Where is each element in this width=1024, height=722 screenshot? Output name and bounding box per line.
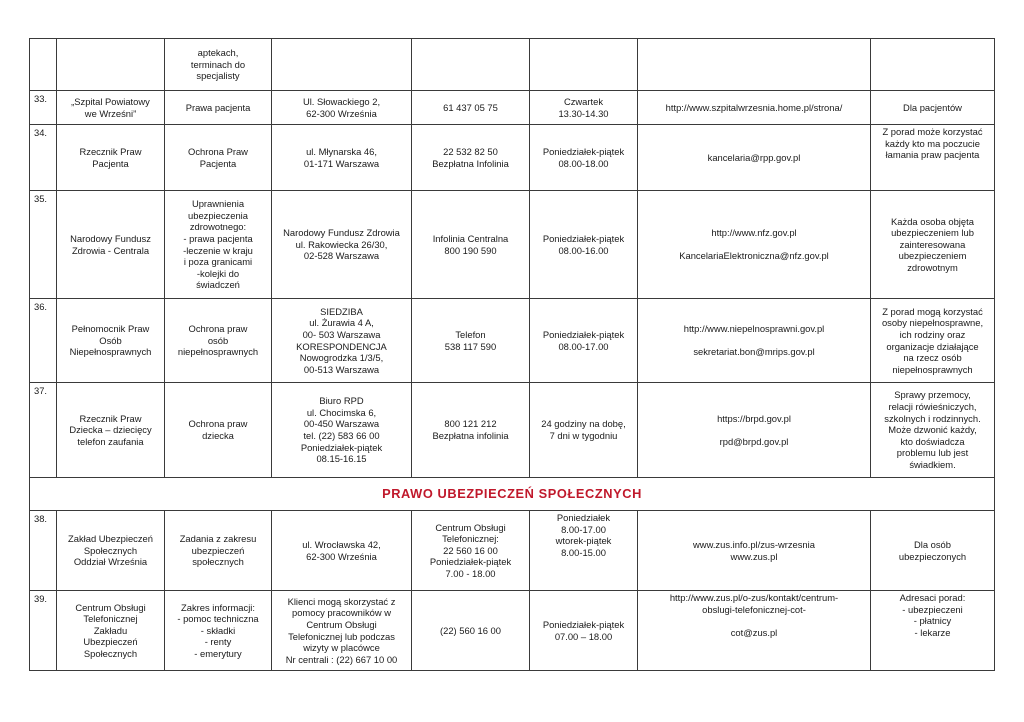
hours-cell: Poniedziałek-piątek 08.00-16.00	[530, 191, 638, 299]
audience-cell: Dla osób ubezpieczonych	[871, 511, 995, 591]
contact-cell[interactable]: http://www.niepelnosprawni.gov.pl sekretariat.bon@mrips.gov.pl	[638, 299, 871, 383]
contact-cell[interactable]: https://brpd.gov.pl rpd@brpd.gov.pl	[638, 383, 871, 478]
institution-cell: „Szpital Powiatowy we Wrześni”	[57, 91, 165, 125]
phone-cell: 22 532 82 50 Bezpłatna Infolinia	[412, 125, 530, 191]
table-row	[30, 511, 995, 591]
phone-cell: Telefon 538 117 590	[412, 299, 530, 383]
row-number-cell: 33.	[30, 91, 57, 125]
phone-cell	[412, 39, 530, 91]
institutions-table	[29, 38, 995, 671]
section-header-row	[30, 478, 995, 511]
address-cell: Ul. Słowackiego 2, 62-300 Września	[272, 91, 412, 125]
row-number-cell: 39.	[30, 591, 57, 671]
table-body	[30, 39, 995, 671]
scope-cell: Ochrona Praw Pacjenta	[165, 125, 272, 191]
table-row	[30, 591, 995, 671]
phone-cell: Centrum Obsługi Telefonicznej: 22 560 16 00 Poniedziałek-piątek 7.00 - 18.00	[412, 511, 530, 591]
contact-cell[interactable]: www.zus.info.pl/zus-wrzesnia www.zus.pl	[638, 511, 871, 591]
table-row	[30, 91, 995, 125]
hours-cell: Poniedziałek-piątek 07.00 – 18.00	[530, 591, 638, 671]
phone-cell: Infolinia Centralna 800 190 590	[412, 191, 530, 299]
hours-cell: 24 godziny na dobę, 7 dni w tygodniu	[530, 383, 638, 478]
hours-cell: Poniedziałek 8.00-17.00 wtorek-piątek 8.00-15.00	[530, 511, 638, 591]
row-number-cell: 36.	[30, 299, 57, 383]
row-number-cell: 37.	[30, 383, 57, 478]
audience-cell: Adresaci porad: - ubezpieczeni - płatnicy - lekarze	[871, 591, 995, 671]
scope-cell: Uprawnienia ubezpieczenia zdrowotnego: - prawa pacjenta -leczenie w kraju i poza granicami -kolejki do świadczeń	[165, 191, 272, 299]
row-number-cell	[30, 39, 57, 91]
contact-cell[interactable]: http://www.zus.pl/o-zus/kontakt/centrum- obslugi-telefonicznej-cot- cot@zus.pl	[638, 591, 871, 671]
section-title: PRAWO UBEZPIECZEŃ SPOŁECZNYCH	[30, 478, 995, 511]
table-row	[30, 125, 995, 191]
audience-cell: Z porad mogą korzystać osoby niepełnosprawne, ich rodziny oraz organizacje działające na rzecz osób niepełnosprawnych	[871, 299, 995, 383]
institution-cell: Pełnomocnik Praw Osób Niepełnosprawnych	[57, 299, 165, 383]
phone-cell: (22) 560 16 00	[412, 591, 530, 671]
audience-cell: Z porad może korzystać każdy kto ma poczucie łamania praw pacjenta	[871, 125, 995, 191]
audience-cell: Sprawy przemocy, relacji rówieśniczych, szkolnych i rodzinnych. Może dzwonić każdy, kto doświadcza problemu lub jest świadkiem.	[871, 383, 995, 478]
audience-cell	[871, 39, 995, 91]
address-cell: ul. Wrocławska 42, 62-300 Września	[272, 511, 412, 591]
scope-cell: Prawa pacjenta	[165, 91, 272, 125]
address-cell: Klienci mogą skorzystać z pomocy pracowników w Centrum Obsługi Telefonicznej lub podczas wizyty w placówce Nr centrali : (22) 667 10 00	[272, 591, 412, 671]
hours-cell: Poniedziałek-piątek 08.00-17.00	[530, 299, 638, 383]
contact-cell	[638, 39, 871, 91]
scope-cell: Ochrona praw dziecka	[165, 383, 272, 478]
institution-cell: Rzecznik Praw Pacjenta	[57, 125, 165, 191]
hours-cell: Poniedziałek-piątek 08.00-18.00	[530, 125, 638, 191]
address-cell	[272, 39, 412, 91]
contact-cell[interactable]: kancelaria@rpp.gov.pl	[638, 125, 871, 191]
scope-cell: aptekach, terminach do specjalisty	[165, 39, 272, 91]
scope-cell: Zadania z zakresu ubezpieczeń społecznych	[165, 511, 272, 591]
row-number-cell: 38.	[30, 511, 57, 591]
address-cell: SIEDZIBA ul. Żurawia 4 A, 00- 503 Warszawa KORESPONDENCJA Nowogrodzka 1/3/5, 00-513 Warszawa	[272, 299, 412, 383]
institution-cell: Centrum Obsługi Telefonicznej Zakładu Ubezpieczeń Społecznych	[57, 591, 165, 671]
institution-cell: Zakład Ubezpieczeń Społecznych Oddział Września	[57, 511, 165, 591]
institution-cell: Narodowy Fundusz Zdrowia - Centrala	[57, 191, 165, 299]
contact-cell[interactable]: http://www.nfz.gov.pl KancelariaElektroniczna@nfz.gov.pl	[638, 191, 871, 299]
audience-cell: Każda osoba objęta ubezpieczeniem lub zainteresowana ubezpieczeniem zdrowotnym	[871, 191, 995, 299]
row-number-cell: 34.	[30, 125, 57, 191]
audience-cell: Dla pacjentów	[871, 91, 995, 125]
institution-cell	[57, 39, 165, 91]
phone-cell: 800 121 212 Bezpłatna infolinia	[412, 383, 530, 478]
scope-cell: Ochrona praw osób niepełnosprawnych	[165, 299, 272, 383]
table-row	[30, 191, 995, 299]
scope-cell: Zakres informacji: - pomoc techniczna - składki - renty - emerytury	[165, 591, 272, 671]
table-row	[30, 383, 995, 478]
institution-cell: Rzecznik Praw Dziecka – dziecięcy telefon zaufania	[57, 383, 165, 478]
table-row-continuation	[30, 39, 995, 91]
address-cell: ul. Młynarska 46, 01-171 Warszawa	[272, 125, 412, 191]
hours-cell	[530, 39, 638, 91]
hours-cell: Czwartek 13.30-14.30	[530, 91, 638, 125]
phone-cell: 61 437 05 75	[412, 91, 530, 125]
table-row	[30, 299, 995, 383]
address-cell: Biuro RPD ul. Chocimska 6, 00-450 Warszawa tel. (22) 583 66 00 Poniedziałek-piątek 08.15-16.15	[272, 383, 412, 478]
contact-cell[interactable]: http://www.szpitalwrzesnia.home.pl/strona/	[638, 91, 871, 125]
row-number-cell: 35.	[30, 191, 57, 299]
address-cell: Narodowy Fundusz Zdrowia ul. Rakowiecka 26/30, 02-528 Warszawa	[272, 191, 412, 299]
